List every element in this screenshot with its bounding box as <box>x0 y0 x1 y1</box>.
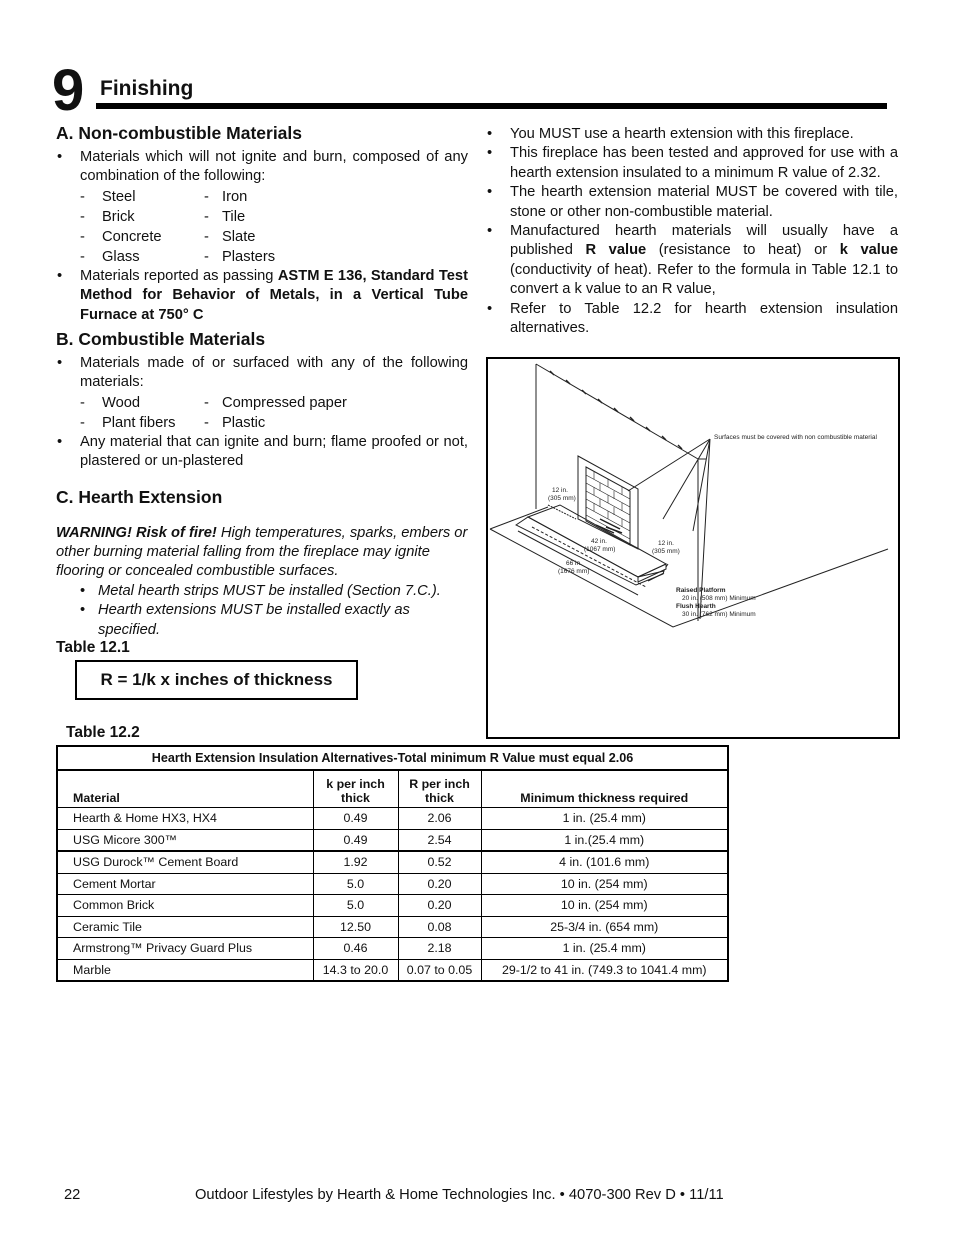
cell-material: Marble <box>57 959 313 981</box>
section-b-heading: B. Combustible Materials <box>56 329 266 350</box>
cell-k: 0.49 <box>313 829 398 851</box>
fire-warning: WARNING! Risk of fire! High temperatures, sparks, embers or other burning material falling from the fireplace may ignite flooring or concealed combustible surfaces. <box>56 524 468 580</box>
table-row <box>57 916 728 938</box>
list-item: • This fireplace has been tested and approved for use with a hearth extension insulated to a minimum R value of 2.32. <box>486 144 898 183</box>
header-k: k per inch thick <box>313 770 398 808</box>
cell-material: Armstrong™ Privacy Guard Plus <box>57 938 313 960</box>
noncombustible-materials-list: - Steel - Iron - Brick - Tile - Concrete - Slate - Glass - Plasters <box>80 188 276 265</box>
cell-r: 0.20 <box>398 873 481 895</box>
list-item: • Any material that can ignite and burn; flame proofed or not, plastered or un-plastered <box>56 433 468 472</box>
left-column <box>56 122 468 640</box>
table-header-row <box>57 770 728 808</box>
cell-r: 0.07 to 0.05 <box>398 959 481 981</box>
list-item: • The hearth extension material MUST be covered with tile, stone or other non-combustible material. <box>486 183 898 222</box>
table-caption: Hearth Extension Insulation Alternatives-Total minimum R Value must equal 2.06 <box>57 746 728 770</box>
wall-clips <box>550 371 682 449</box>
cell-k: 1.92 <box>313 851 398 873</box>
table-row <box>57 851 728 873</box>
raised-platform-label: Raised Platform <box>676 587 726 594</box>
header-material: Material <box>57 770 313 808</box>
r-value-formula: R = 1/k x inches of thickness <box>75 660 358 700</box>
table-row <box>57 829 728 851</box>
cell-material: USG Durock™ Cement Board <box>57 851 313 873</box>
dim-12-left-label: 12 in. <box>552 487 568 494</box>
cell-thickness: 10 in. (254 mm) <box>481 895 728 917</box>
cell-k: 0.49 <box>313 808 398 830</box>
list-item: • Materials which will not ignite and burn, composed of any combination of the following: <box>56 148 468 187</box>
dim-66-label: 66 in. <box>566 560 582 567</box>
combustible-materials-list: - Wood - Compressed paper - Plant fibers - Plastic <box>80 394 347 431</box>
section-a-heading: A. Non-combustible Materials <box>56 123 303 143</box>
list-item: • Refer to Table 12.2 for hearth extension insulation alternatives. <box>486 300 898 339</box>
cell-r: 2.54 <box>398 829 481 851</box>
cell-material: Hearth & Home HX3, HX4 <box>57 808 313 830</box>
table-row <box>57 895 728 917</box>
cell-k: 0.46 <box>313 938 398 960</box>
cell-k: 5.0 <box>313 873 398 895</box>
cell-thickness: 4 in. (101.6 mm) <box>481 851 728 873</box>
cell-thickness: 29-1/2 to 41 in. (749.3 to 1041.4 mm) <box>481 959 728 981</box>
dim-42-label: 42 in. <box>591 538 607 545</box>
cell-material: USG Micore 300™ <box>57 829 313 851</box>
hearth-extension-figure <box>486 357 900 739</box>
list-item: • Materials reported as passing ASTM E 136, Standard Test Method for Behavior of Metals, in a Vertical Tube Furnace at 750° C <box>56 267 468 325</box>
table-row <box>57 959 728 981</box>
cell-thickness: 10 in. (254 mm) <box>481 873 728 895</box>
chapter-number: 9 <box>52 58 85 123</box>
cell-thickness: 1 in. (25.4 mm) <box>481 938 728 960</box>
dim-12-right-mm: (305 mm) <box>652 548 680 555</box>
flush-hearth-label: Flush Hearth <box>676 603 716 610</box>
dim-42-mm: (1067 mm) <box>584 546 616 553</box>
cell-material: Cement Mortar <box>57 873 313 895</box>
dim-12-left-mm: (305 mm) <box>548 495 576 502</box>
surfaces-note: Surfaces must be covered with non combustible material <box>714 434 877 441</box>
cell-material: Common Brick <box>57 895 313 917</box>
raised-platform-min: 20 in. (508 mm) Minimum <box>682 595 756 602</box>
table-row <box>57 938 728 960</box>
cell-k: 5.0 <box>313 895 398 917</box>
dim-12-right-label: 12 in. <box>658 540 674 547</box>
chapter-title: Finishing <box>100 77 194 100</box>
table-row <box>57 808 728 830</box>
hearth-diagram <box>488 359 898 737</box>
table-12-1-label: Table 12.1 <box>56 639 130 656</box>
cell-thickness: 1 in. (25.4 mm) <box>481 808 728 830</box>
cell-thickness: 1 in.(25.4 mm) <box>481 829 728 851</box>
flush-hearth-min: 30 in. (762 mm) Minimum <box>682 611 756 618</box>
list-item: • You MUST use a hearth extension with this fireplace. <box>486 125 898 144</box>
cell-thickness: 25-3/4 in. (654 mm) <box>481 916 728 938</box>
header-r: R per inch thick <box>398 770 481 808</box>
cell-r: 2.18 <box>398 938 481 960</box>
list-item: • Manufactured hearth materials will usually have a published R value (resistance to heat) or k value (conductivity of heat). Refer to the formula in Table 12.1 to convert a k value to an R value, <box>486 222 898 300</box>
list-item: • Hearth extensions MUST be installed exactly as specified. <box>80 601 468 640</box>
header-thickness: Minimum thickness required <box>481 770 728 808</box>
list-item: • Metal hearth strips MUST be installed (Section 7.C.). <box>80 582 468 601</box>
section-c-heading: C. Hearth Extension <box>56 486 223 507</box>
right-column <box>486 125 898 338</box>
dim-66-mm: (1676 mm) <box>558 568 590 575</box>
cell-r: 0.52 <box>398 851 481 873</box>
title-rule <box>96 103 887 109</box>
table-12-2-label: Table 12.2 <box>66 724 140 741</box>
footer-text: Outdoor Lifestyles by Hearth & Home Technologies Inc. • 4070-300 Rev D • 11/11 <box>195 1187 724 1203</box>
table-row <box>57 873 728 895</box>
cell-r: 0.08 <box>398 916 481 938</box>
insulation-table <box>56 745 729 982</box>
page-number: 22 <box>64 1187 81 1203</box>
cell-k: 12.50 <box>313 916 398 938</box>
cell-r: 0.20 <box>398 895 481 917</box>
cell-material: Ceramic Tile <box>57 916 313 938</box>
cell-r: 2.06 <box>398 808 481 830</box>
cell-k: 14.3 to 20.0 <box>313 959 398 981</box>
list-item: • Materials made of or surfaced with any of the following materials: <box>56 354 468 393</box>
warning-list <box>56 582 468 640</box>
